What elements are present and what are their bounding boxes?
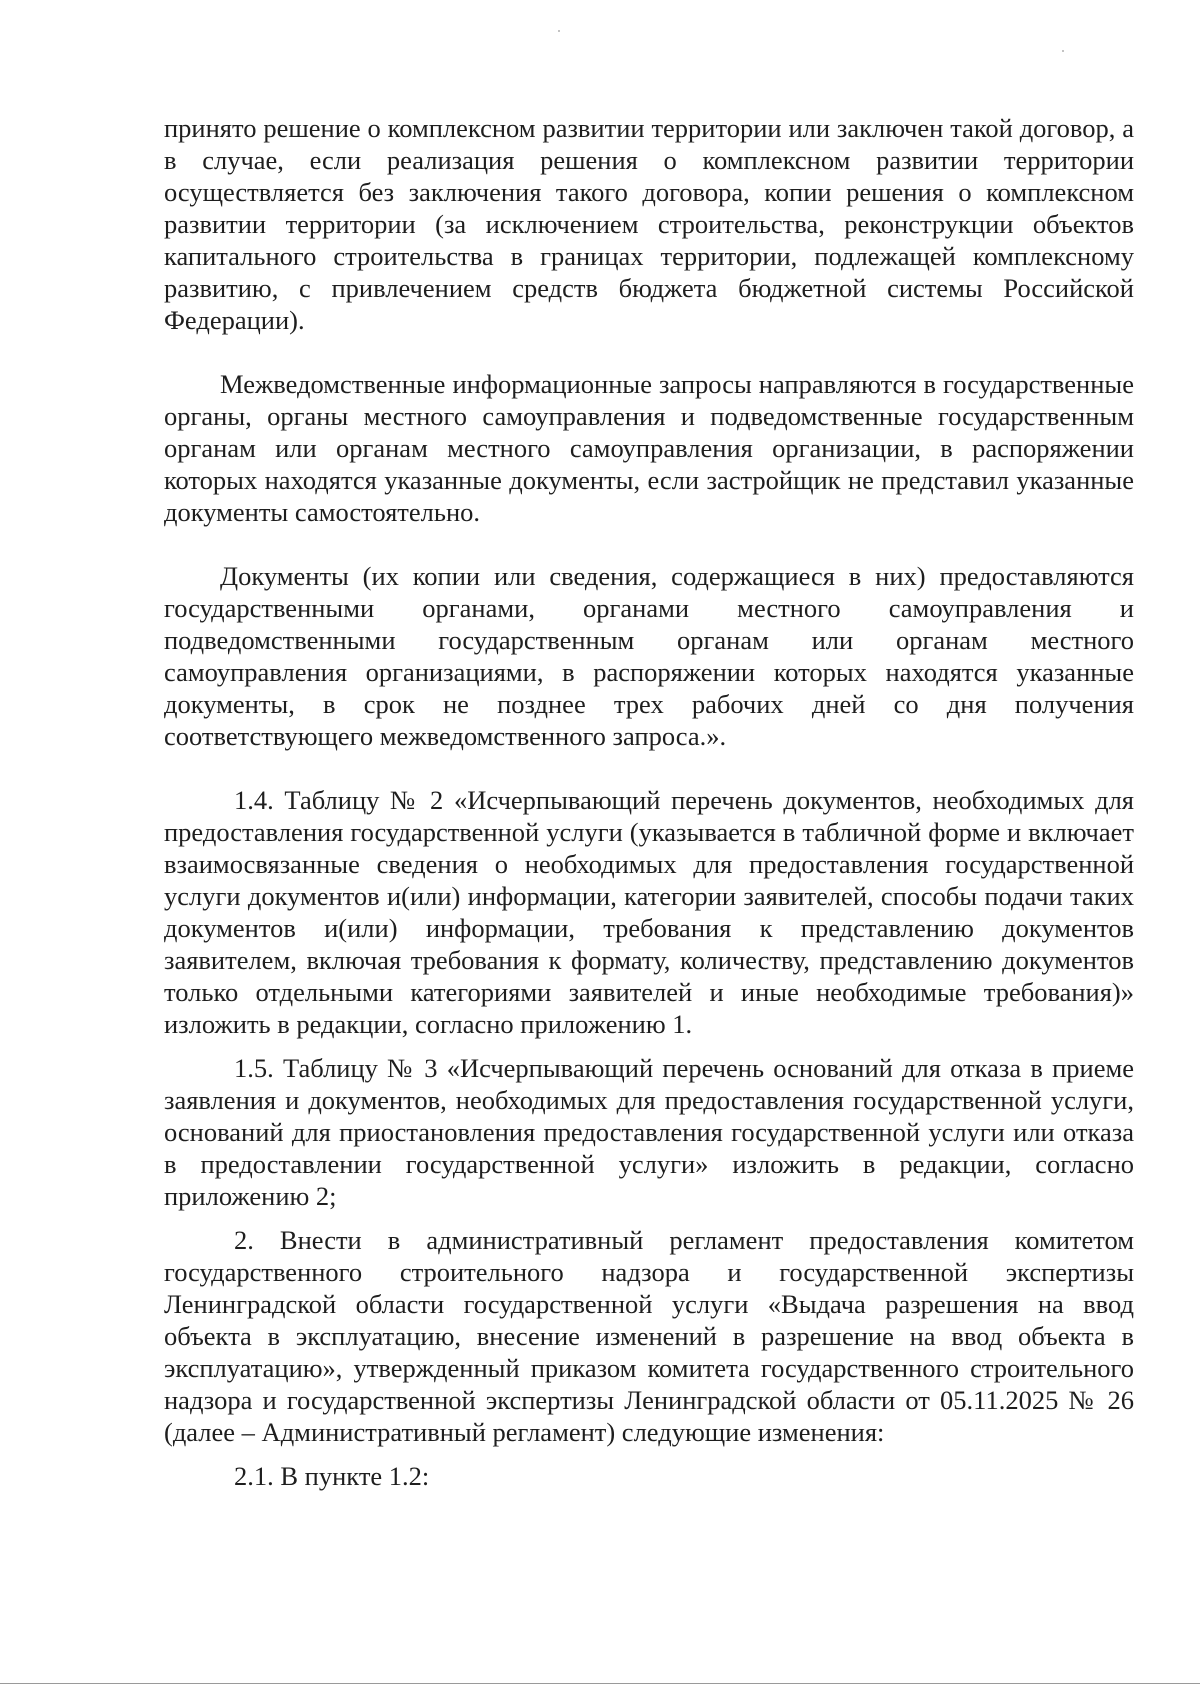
paragraph-item-2-1: 2.1. В пункте 1.2: xyxy=(234,1461,430,1491)
paragraph-item-2: 2. Внести в административный регламент предоставления комитетом государственного строительного надзора и государственной экспертизы Ленинградской области государственной услуги «Выдача разрешения на ввод объекта в эксплуатацию, внесение изменений в разрешение на ввод объекта в эксплуатацию», утвержденный приказом комитета государственного строительного надзора и государственной экспертизы Ленинградской области от 05.11.2025 № 26 (далее – Административный регламент) следующие изменения: xyxy=(164,1225,1134,1447)
paragraph-interagency-requests: Межведомственные информационные запросы направляются в государственные органы, органы местного самоуправления и подведомственные государственным органам или органам местного самоуправления организации, в распоряжении которых находятся указанные документы, если застройщик не представил указанные документы самостоятельно. xyxy=(164,369,1134,527)
scan-bottom-edge xyxy=(0,1683,1200,1684)
paragraph-item-1-4: 1.4. Таблицу № 2 «Исчерпывающий перечень документов, необходимых для предоставления государственной услуги (указывается в табличной форме и включает взаимосвязанные сведения о необходимых для предоставления государственной услуги документов и(или) информации, категории заявителей, способы подачи таких документов и(или) информации, требования к представлению документов заявителем, включая требования к формату, количеству, представлению документов только отдельными категориями заявителей и иные необходимые требования)» изложить в редакции, согласно приложению 1. xyxy=(164,785,1134,1039)
document-body xyxy=(164,112,1134,1492)
scan-speck xyxy=(1062,50,1064,52)
paragraph-documents-provision: Документы (их копии или сведения, содержащиеся в них) предоставляются государственными органами, органами местного самоуправления и подведомственными государственным органам или органам местного самоуправления организациями, в распоряжении которых находятся указанные документы, в срок не позднее трех рабочих дней со дня получения соответствующего межведомственного запроса.». xyxy=(164,561,1134,751)
scan-speck xyxy=(558,30,560,32)
paragraph-continuation: принято решение о комплексном развитии территории или заключен такой договор, а в случае, если реализация решения о комплексном развитии территории осуществляется без заключения такого договора, копии решения о комплексном развитии территории (за исключением строительства, реконструкции объектов капитального строительства в границах территории, подлежащей комплексному развитию, с привлечением средств бюджета бюджетной системы Российской Федерации). xyxy=(164,113,1134,335)
paragraph-item-1-5: 1.5. Таблицу № 3 «Исчерпывающий перечень оснований для отказа в приеме заявления и документов, необходимых для предоставления государственной услуги, оснований для приостановления предоставления государственной услуги или отказа в предоставлении государственной услуги» изложить в редакции, согласно приложению 2; xyxy=(164,1053,1134,1211)
